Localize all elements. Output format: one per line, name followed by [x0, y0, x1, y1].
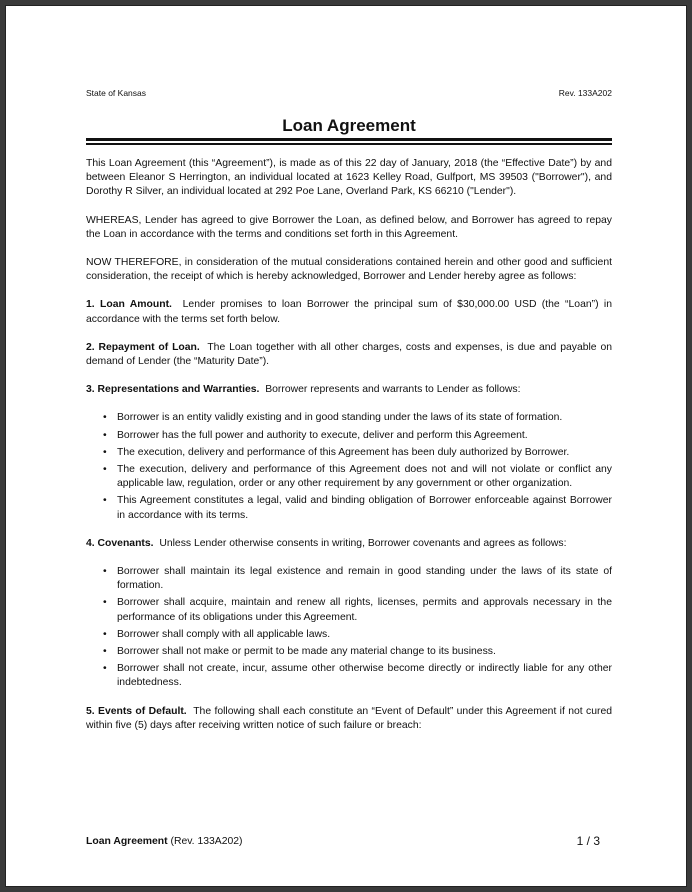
section-text: Borrower represents and warrants to Lender as follows: — [265, 384, 521, 396]
section-heading: 3. Representations and Warranties. — [86, 384, 260, 396]
bullet-icon: • — [103, 429, 107, 441]
list-item: • Borrower shall acquire, maintain and renew all rights, licenses, permits and approvals necessary in the performance of its obligations under this Agreement. — [103, 597, 612, 623]
header-state: State of Kansas — [86, 88, 147, 98]
section-text: The Loan together with all other charges, costs and expenses, is due and payable on demand of Lender (the “Maturity Date”). — [86, 341, 613, 368]
representations-list — [86, 411, 612, 522]
list-item: • The execution, delivery and performance of this Agreement has been duly authorized by Borrower. — [86, 446, 612, 460]
bullet-icon: • — [103, 663, 107, 675]
section-text: Lender promises to loan Borrower the principal sum of $30,000.00 USD (the “Loan”) in accordance with the terms set forth below. — [86, 299, 612, 325]
title-rule-thick — [86, 138, 612, 141]
bullet-icon: • — [103, 646, 107, 658]
footer-revision: (Rev. 133A202) — [170, 835, 243, 847]
list-item: • Borrower has the full power and authority to execute, deliver and perform this Agreement. — [86, 429, 612, 443]
section-heading: 2. Repayment of Loan. — [86, 341, 200, 353]
section-heading: 5. Events of Default. — [86, 705, 187, 717]
list-item: • Borrower shall not make or permit to be made any material change to its business. — [86, 645, 612, 659]
list-item: • Borrower is an entity validly existing and in good standing under the laws of its state of formation. — [86, 411, 612, 425]
intro-paragraph: This Loan Agreement (this “Agreement”), is made as of this 22 day of January, 2018 (the “Effective Date”) by and between Eleanor S Herrington, an individual located at 1623 Kelley Road, Gulfport, MS 39503 ("Borrower"), and Dorothy R Silver, an individual located at 292 Poe Lane, Overland Park, KS 66210 ("Lender"). — [86, 158, 612, 198]
page-header — [86, 88, 612, 98]
header-revision: Rev. 133A202 — [558, 88, 612, 98]
bullet-icon: • — [103, 412, 107, 424]
bullet-icon: • — [103, 495, 107, 507]
bullet-icon: • — [103, 566, 107, 578]
footer-document-label — [86, 836, 243, 847]
list-item: • Borrower shall not create, incur, assume other otherwise become directly or indirectly liable for any other indebtedness. — [103, 663, 612, 689]
bullet-icon: • — [103, 464, 107, 476]
section-text: The following shall each constitute an “Event of Default” under this Agreement if not cured within five (5) days after receiving written notice of such failure or breach: — [86, 705, 612, 731]
list-item: • The execution, delivery and performance of this Agreement does not and will not violate or conflict any applicable law, regulation, order or any other requirement by any government or other organization. — [103, 464, 612, 490]
bullet-icon: • — [103, 597, 107, 609]
footer-title: Loan Agreement — [86, 835, 168, 847]
whereas-paragraph: WHEREAS, Lender has agreed to give Borrower the Loan, as defined below, and Borrower has agreed to repay the Loan in accordance with the terms and conditions set forth in this Agreement. — [86, 214, 612, 240]
list-item: • This Agreement constitutes a legal, valid and binding obligation of Borrower enforceable against Borrower in accordance with its terms. — [103, 495, 612, 521]
list-item: • Borrower shall maintain its legal existence and remain in good standing under the laws of its state of formation. — [103, 566, 612, 592]
section-heading: 1. Loan Amount. — [86, 299, 172, 311]
page-number: 1 / 3 — [576, 834, 600, 848]
section-text: Unless Lender otherwise consents in writing, Borrower covenants and agrees as follows: — [159, 537, 567, 549]
bullet-icon: • — [103, 446, 107, 458]
document-page — [5, 5, 687, 887]
now-therefore-paragraph: NOW THEREFORE, in consideration of the mutual considerations contained herein and other good and sufficient consideration, the receipt of which is hereby acknowledged, Borrower and Lender hereby agree as follows: — [86, 257, 612, 283]
list-item: • Borrower shall comply with all applicable laws. — [86, 628, 612, 642]
covenants-list — [86, 565, 612, 691]
section-repayment — [86, 341, 612, 369]
document-body — [86, 157, 612, 747]
page-footer — [86, 834, 612, 848]
section-covenants — [86, 537, 612, 551]
section-representations — [86, 383, 612, 397]
section-loan-amount — [86, 298, 612, 326]
bullet-icon: • — [103, 628, 107, 640]
section-events-of-default — [86, 705, 612, 733]
title-rule-thin — [86, 143, 612, 145]
document-title: Loan Agreement — [282, 116, 416, 135]
section-heading: 4. Covenants. — [86, 537, 154, 549]
